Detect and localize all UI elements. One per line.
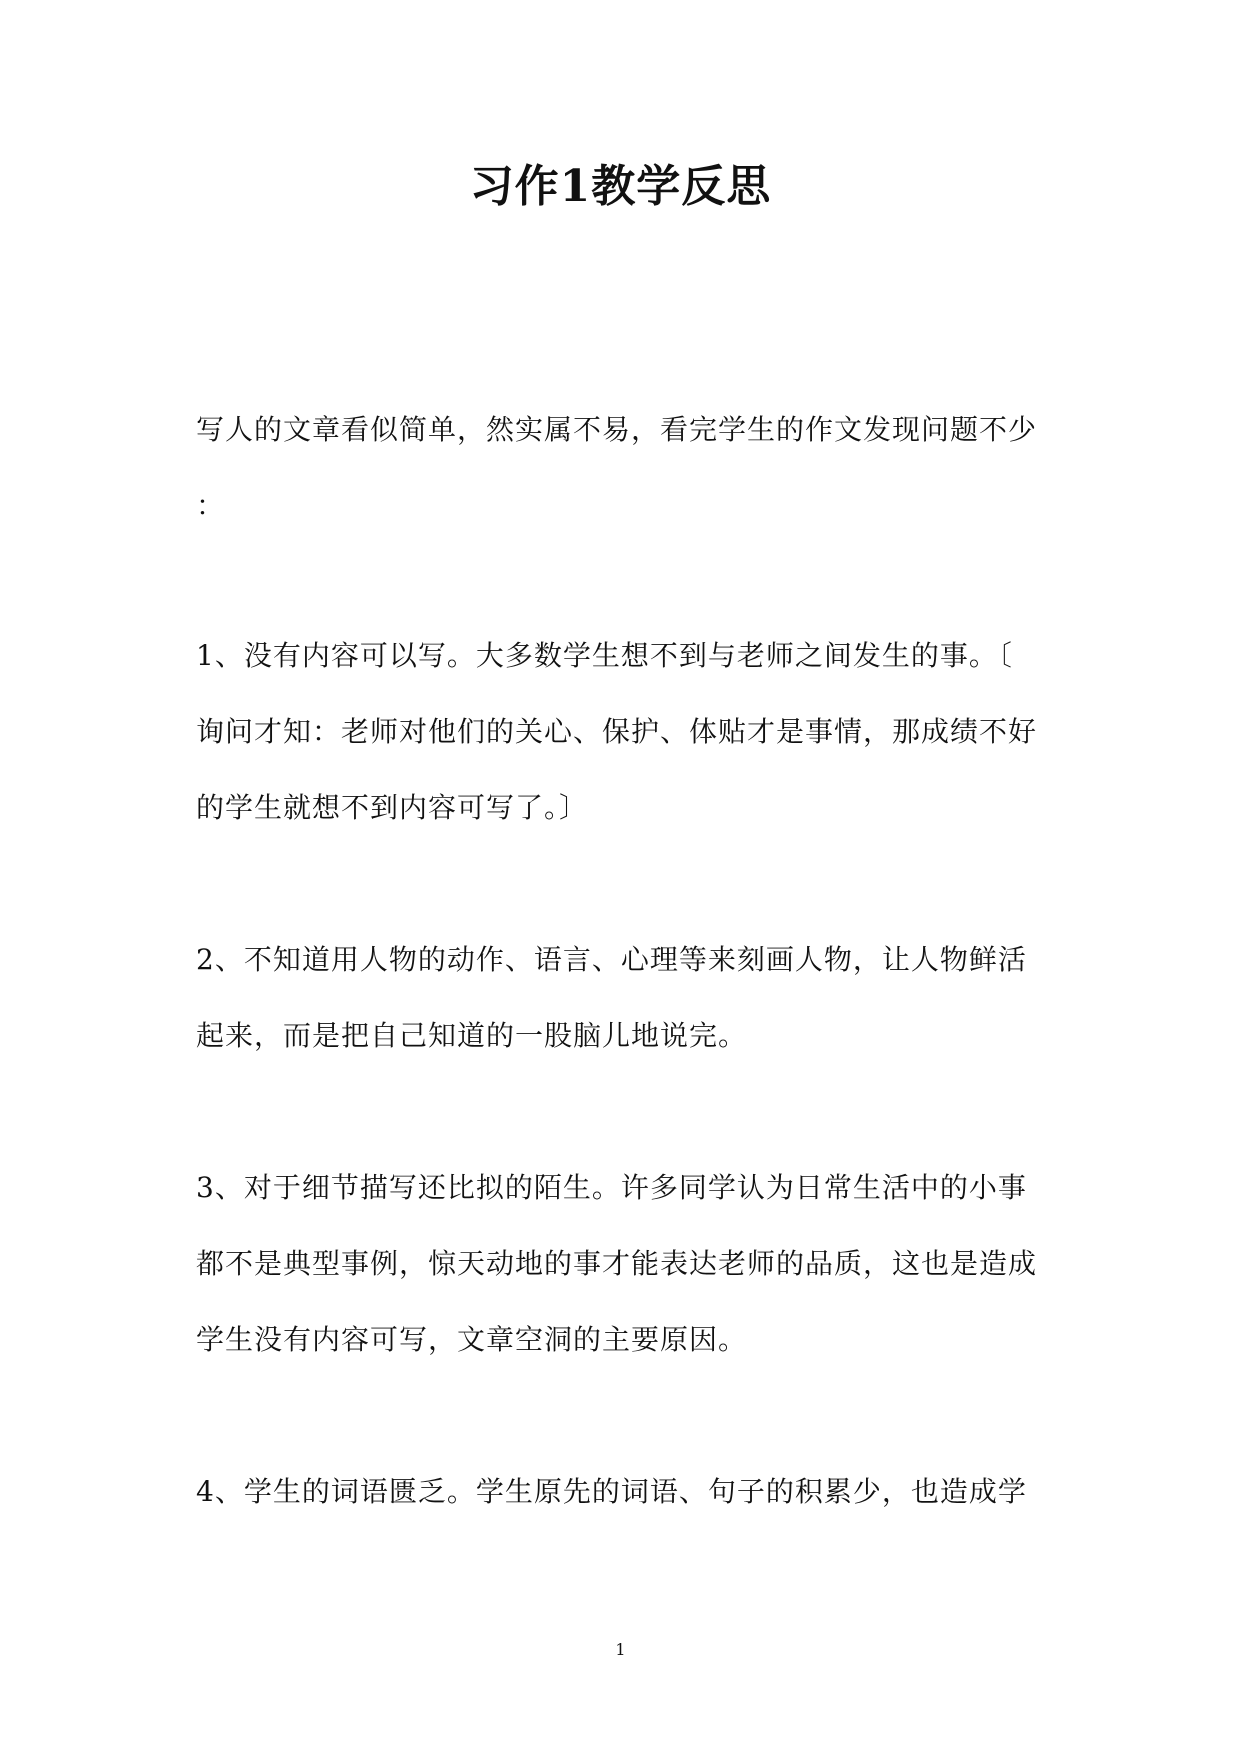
body-line: 1、没有内容可以写。大多数学生想不到与老师之间发生的事。〔 [196,639,1013,672]
body-line: 询问才知：老师对他们的关心、保护、体贴才是事情，那成绩不好 [196,715,1038,748]
body-line: 4、学生的词语匮乏。学生原先的词语、句子的积累少，也造成学 [196,1475,1027,1508]
document-title: 习作1教学反思 [469,161,772,212]
body-line: 2、不知道用人物的动作、语言、心理等来刻画人物，让人物鲜活 [196,943,1027,976]
body-line: 学生没有内容可写，文章空洞的主要原因。 [196,1323,748,1356]
body-line: 都不是典型事例，惊天动地的事才能表达老师的品质，这也是造成 [196,1247,1038,1280]
body-line: 起来，而是把自己知道的一股脑儿地说完。 [196,1019,748,1052]
body-line: 的学生就想不到内容可写了。〕 [196,791,589,824]
page-number: 1 [615,1640,626,1659]
body-line: 3、对于细节描写还比拟的陌生。许多同学认为日常生活中的小事 [196,1171,1027,1204]
body-line: 写人的文章看似简单，然实属不易，看完学生的作文发现问题不少 [196,413,1038,446]
body-line: ： [196,489,226,522]
